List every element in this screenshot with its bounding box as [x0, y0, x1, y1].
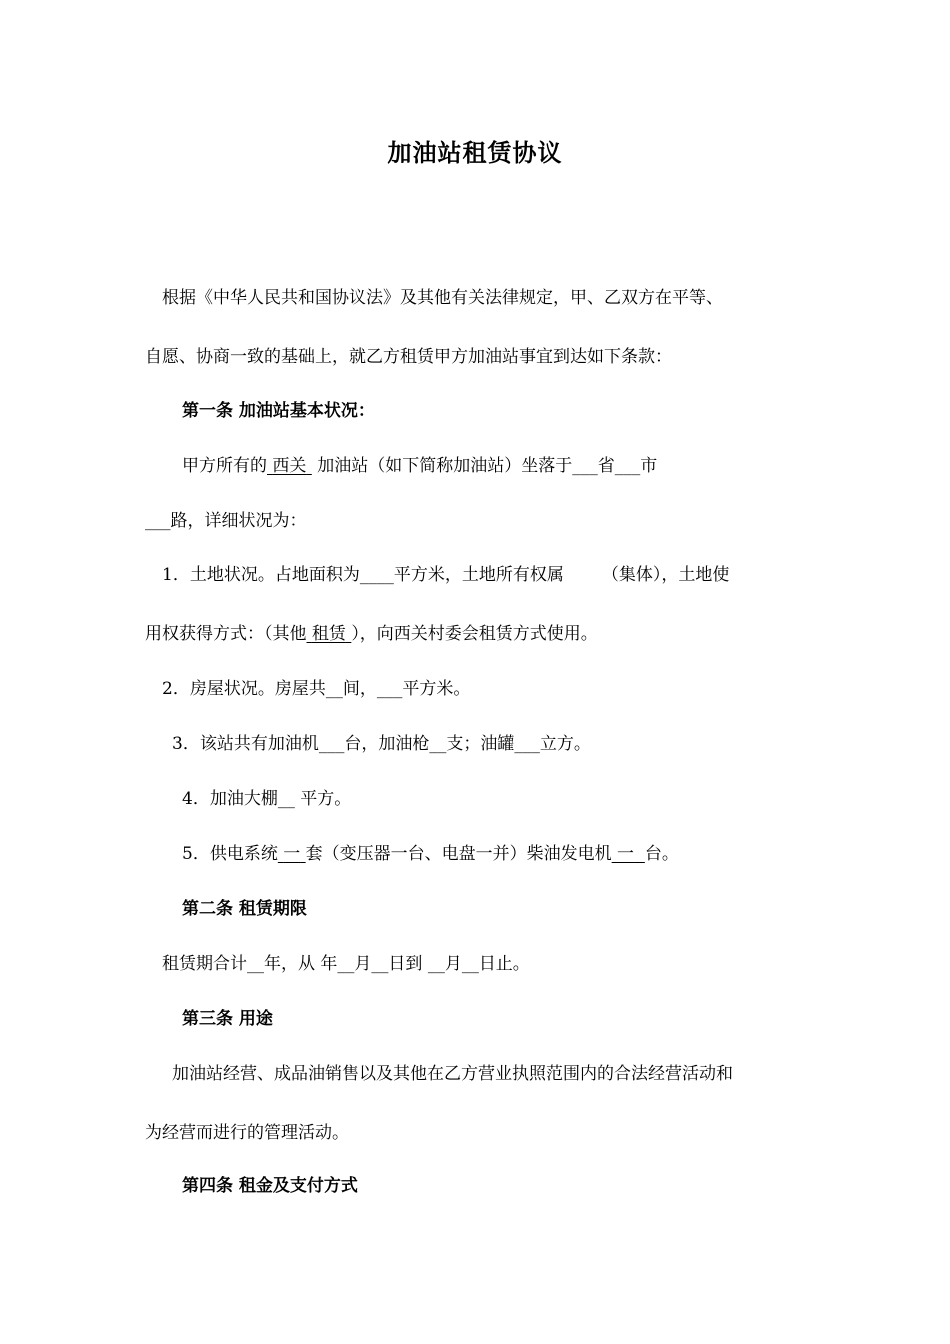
land-area-text: 1．土地状况。占地面积为 — [162, 565, 360, 585]
paragraph-intro-line2: 自愿、协商一致的基础上，就乙方租赁甲方加油站事宜到达如下条款： — [145, 347, 672, 367]
city-blank: ___ — [614, 456, 641, 476]
land-ownership-value: （集体），土地使 — [601, 565, 730, 585]
end-text: 日止。 — [478, 954, 530, 974]
end-month-blank: __ — [427, 954, 445, 974]
item-5-line — [182, 843, 679, 865]
city-label: 市 — [640, 456, 658, 476]
tank-text: 支；油罐 — [446, 734, 515, 754]
location-prefix: 甲方所有的 — [182, 456, 267, 476]
province-label: 省 — [597, 456, 615, 476]
canopy-blank: __ — [277, 789, 295, 809]
road-label: 路，详细状况为： — [170, 511, 307, 531]
item-2-line — [162, 678, 470, 700]
nozzle-text: 台，加油枪 — [344, 734, 430, 754]
article-1-heading: 第一条 加油站基本状况： — [182, 401, 375, 421]
canopy-unit: 平方。 — [300, 789, 352, 809]
usage-line1: 加油站经营、成品油销售以及其他在乙方营业执照范围内的合法经营活动和 — [172, 1064, 733, 1084]
power-text: 5．供电系统 — [182, 844, 278, 864]
document-title: 加油站租赁协议 — [387, 138, 563, 167]
canopy-text: 4．加油大棚 — [182, 789, 278, 809]
end-day-blank: __ — [461, 954, 479, 974]
month-label-2: 月 — [444, 954, 462, 974]
land-use-suffix: ），向西关村委会租赁方式使用。 — [351, 624, 598, 644]
paragraph-intro-line1: 根据《中华人民共和国协议法》及其他有关法律规定，甲、乙双方在平等、 — [162, 288, 723, 308]
pump-blank: ___ — [318, 734, 345, 754]
road-line — [145, 510, 307, 532]
start-month-blank: __ — [337, 954, 355, 974]
article-3-heading: 第三条 用途 — [182, 1009, 273, 1029]
house-count-label: 间， — [342, 679, 377, 699]
to-text: 日到 — [388, 954, 428, 974]
station-name-field: 西关 — [272, 456, 307, 476]
generator-unit: 台。 — [644, 844, 679, 864]
usage-line2: 为经营而进行的管理活动。 — [145, 1123, 349, 1143]
land-use-method-field: 租赁 — [311, 624, 346, 644]
tank-unit: 立方。 — [539, 734, 591, 754]
location-line — [182, 455, 657, 477]
lease-years-blank: __ — [247, 954, 264, 974]
house-area-blank: ___ — [376, 679, 403, 699]
tank-blank: ___ — [514, 734, 540, 754]
nozzle-blank: __ — [429, 734, 447, 754]
article-2-heading: 第二条 租赁期限 — [182, 899, 307, 919]
item-4-line — [182, 788, 351, 810]
article-4-heading: 第四条 租金及支付方式 — [182, 1176, 358, 1196]
item-1-line1 — [162, 564, 729, 586]
pump-text: 3．该站共有加油机 — [172, 734, 319, 754]
lease-total-text: 租赁期合计 — [162, 954, 247, 974]
power-set-field: 一 — [283, 844, 301, 864]
province-blank: ___ — [572, 456, 598, 476]
lease-term-line — [162, 953, 530, 975]
road-blank: ___ — [145, 511, 171, 531]
house-count-blank: __ — [325, 679, 343, 699]
generator-field: 一 — [617, 844, 635, 864]
generator-text: 套（变压器一台、电盘一并）柴油发电机 — [305, 844, 612, 864]
item-3-line — [172, 733, 591, 755]
house-text: 2．房屋状况。房屋共 — [162, 679, 326, 699]
start-day-blank: __ — [371, 954, 389, 974]
item-1-line2 — [145, 623, 598, 645]
month-label: 月 — [354, 954, 372, 974]
land-area-blank: ____ — [359, 565, 394, 585]
land-ownership-text: 平方米，土地所有权属 — [393, 565, 564, 585]
house-area-label: 平方米。 — [402, 679, 471, 699]
land-use-text: 用权获得方式：（其他 — [145, 624, 307, 644]
lease-from-text: 年，从 年 — [264, 954, 338, 974]
location-text: 加油站（如下简称加油站）坐落于 — [317, 456, 573, 476]
